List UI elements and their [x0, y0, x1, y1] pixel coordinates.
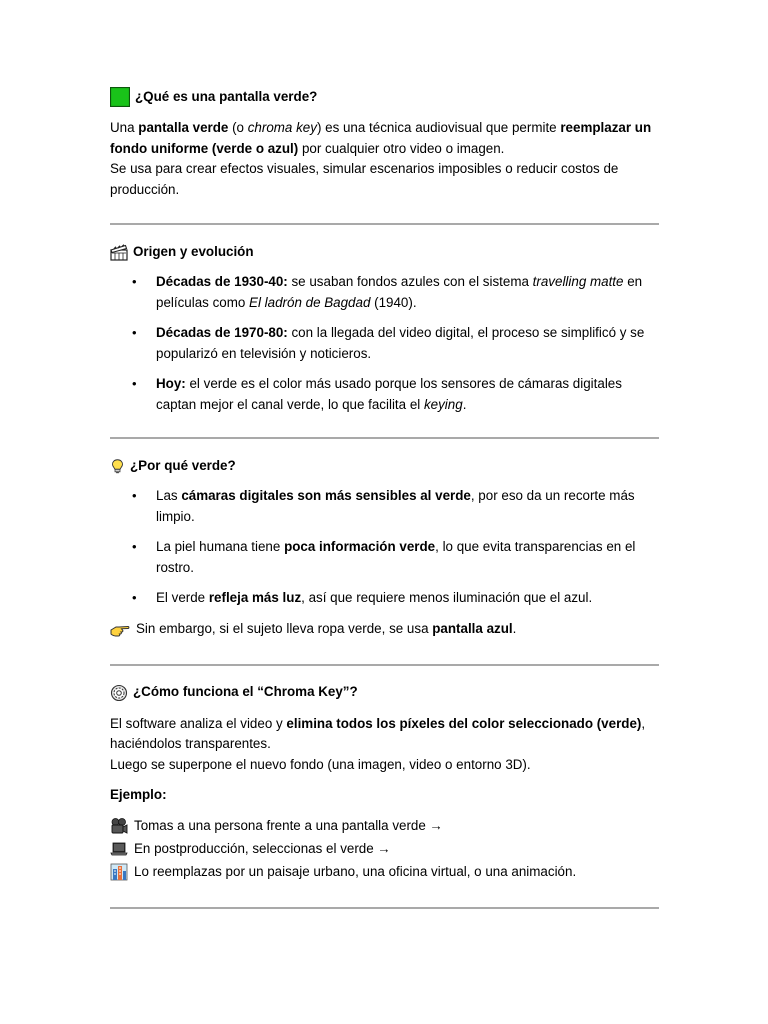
heading-text: ¿Qué es una pantalla verde?	[135, 88, 318, 104]
list-item: • Décadas de 1930-40: se usaban fondos azules con el sistema travelling matte en películas como El ladrón de Bagdad (1940).	[110, 272, 660, 313]
example-step: Tomas a una persona frente a una pantalla verde →	[110, 815, 660, 838]
list-item: • Hoy: el verde es el color más usado porque los sensores de cámaras digitales captan mejor el canal verde, lo que facilita el keying.	[110, 374, 660, 415]
heading-text: Origen y evolución	[133, 243, 254, 259]
clapperboard-icon	[110, 243, 128, 261]
list-item: • La piel humana tiene poca información verde, lo que evita transparencias en el rostro.	[110, 537, 660, 578]
light-bulb-icon	[110, 457, 125, 475]
gear-icon	[110, 684, 128, 702]
origin-list	[110, 272, 660, 415]
heading-text: ¿Cómo funciona el “Chroma Key”?	[133, 684, 358, 700]
laptop-icon	[110, 840, 128, 858]
green-square-icon	[110, 87, 130, 107]
pointing-hand-icon	[110, 622, 130, 638]
video-camera-icon	[110, 817, 128, 835]
list-item: • El verde refleja más luz, así que requiere menos iluminación que el azul.	[110, 588, 660, 609]
paragraph-uses: Se usa para crear efectos visuales, simular escenarios imposibles o reducir costos de producción.	[110, 161, 619, 197]
section-heading-chroma-key	[110, 682, 660, 704]
example-step: Lo reemplazas por un paisaje urbano, una oficina virtual, o una animación.	[110, 861, 660, 884]
heading-text: ¿Por qué verde?	[130, 457, 236, 473]
cityscape-icon	[110, 863, 128, 881]
example-step: En postproducción, seleccionas el verde →	[110, 838, 660, 861]
document-content	[110, 86, 660, 909]
list-item: • Décadas de 1970-80: con la llegada del video digital, el proceso se simplificó y se popularizó en televisión y noticieros.	[110, 323, 660, 364]
paragraph-definition: Una pantalla verde (o chroma key) es una técnica audiovisual que permite reemplazar un fondo uniforme (verde o azul) por cualquier otro video o imagen.	[110, 120, 652, 156]
why-green-list	[110, 486, 660, 609]
paragraph-chroma-process: El software analiza el video y elimina todos los píxeles del color seleccionado (verde), haciéndolos transparentes.	[110, 715, 646, 751]
list-item: • Las cámaras digitales son más sensibles al verde, por eso da un recorte más limpio.	[110, 486, 660, 527]
paragraph-chroma-background: Luego se superpone el nuevo fondo (una imagen, video o entorno 3D).	[110, 756, 531, 772]
note-line: Sin embargo, si el sujeto lleva ropa verde, se usa pantalla azul.	[110, 619, 660, 641]
example-label: Ejemplo:	[110, 787, 167, 802]
section-heading-origin	[110, 241, 660, 263]
section-heading-why-green	[110, 455, 660, 477]
divider	[110, 907, 659, 909]
section-heading-green-screen	[110, 86, 660, 108]
